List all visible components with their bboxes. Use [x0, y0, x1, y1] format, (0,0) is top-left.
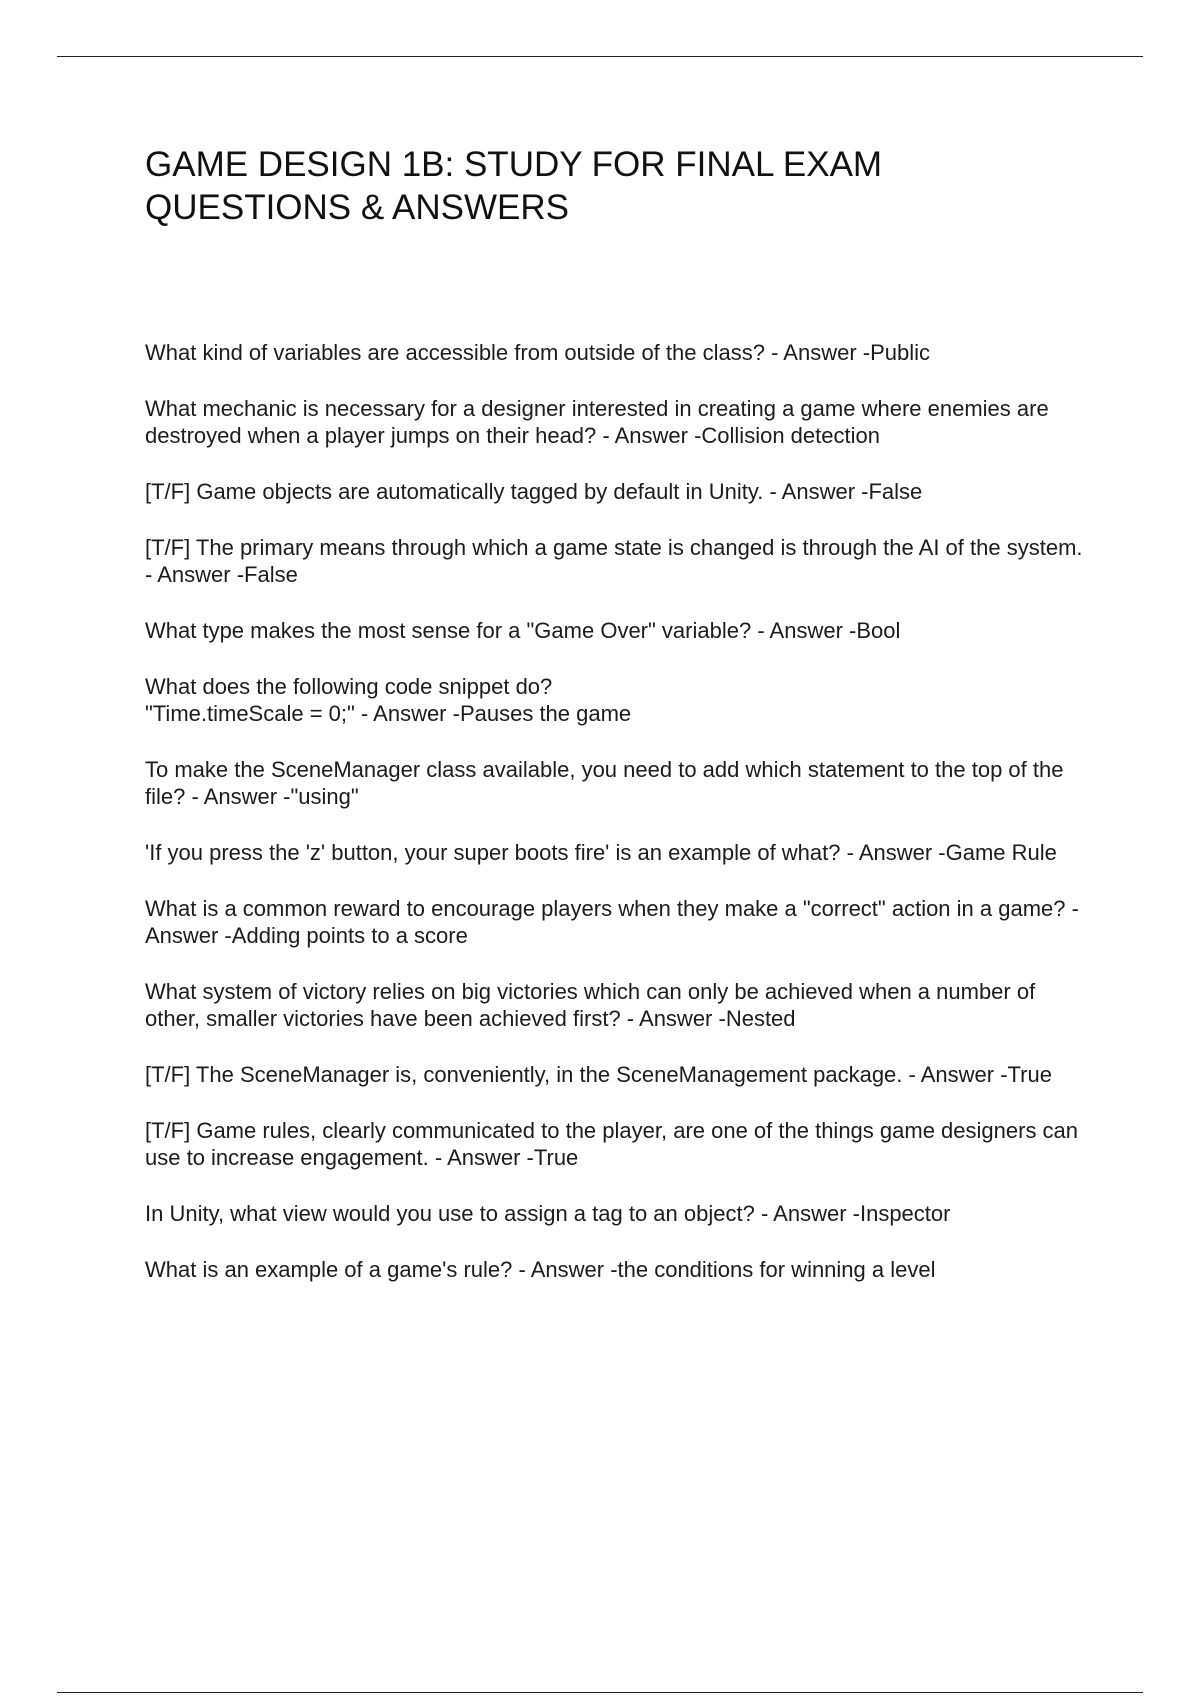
title-line-2: QUESTIONS & ANSWERS — [145, 188, 569, 227]
qa-item: What mechanic is necessary for a designer interested in creating a game where enemies are destroyed when a player jumps on their head? - Answer -Collision detection — [145, 396, 1049, 448]
top-divider — [57, 56, 1143, 57]
bottom-divider — [57, 1692, 1143, 1693]
title-line-1: GAME DESIGN 1B: STUDY FOR FINAL EXAM — [145, 145, 883, 184]
qa-item: What is a common reward to encourage players when they make a "correct" action in a game? - Answer -Adding points to a score — [145, 896, 1079, 948]
qa-item: What kind of variables are accessible from outside of the class? - Answer -Public — [145, 340, 931, 365]
qa-item: [T/F] The SceneManager is, conveniently, in the SceneManagement package. - Answer -True — [145, 1062, 1052, 1087]
qa-item: What is an example of a game's rule? - Answer -the conditions for winning a level — [145, 1257, 936, 1282]
qa-item: What system of victory relies on big victories which can only be achieved when a number of other, smaller victories have been achieved first? - Answer -Nested — [145, 979, 1036, 1031]
document-title — [145, 143, 1105, 229]
qa-item: [T/F] Game rules, clearly communicated to the player, are one of the things game designers can use to increase engagement. - Answer -True — [145, 1118, 1079, 1170]
qa-list — [145, 339, 1095, 1312]
qa-item: What does the following code snippet do? "Time.timeScale = 0;" - Answer -Pauses the game — [145, 674, 632, 726]
qa-item: [T/F] The primary means through which a game state is changed is through the AI of the system. - Answer -False — [145, 535, 1083, 587]
qa-item: [T/F] Game objects are automatically tagged by default in Unity. - Answer -False — [145, 479, 923, 504]
qa-item: In Unity, what view would you use to assign a tag to an object? - Answer -Inspector — [145, 1201, 951, 1226]
qa-item: What type makes the most sense for a "Game Over" variable? - Answer -Bool — [145, 618, 901, 643]
qa-item: 'If you press the 'z' button, your super boots fire' is an example of what? - Answer -Game Rule — [145, 840, 1057, 865]
qa-item: To make the SceneManager class available, you need to add which statement to the top of the file? - Answer -"using" — [145, 757, 1064, 809]
